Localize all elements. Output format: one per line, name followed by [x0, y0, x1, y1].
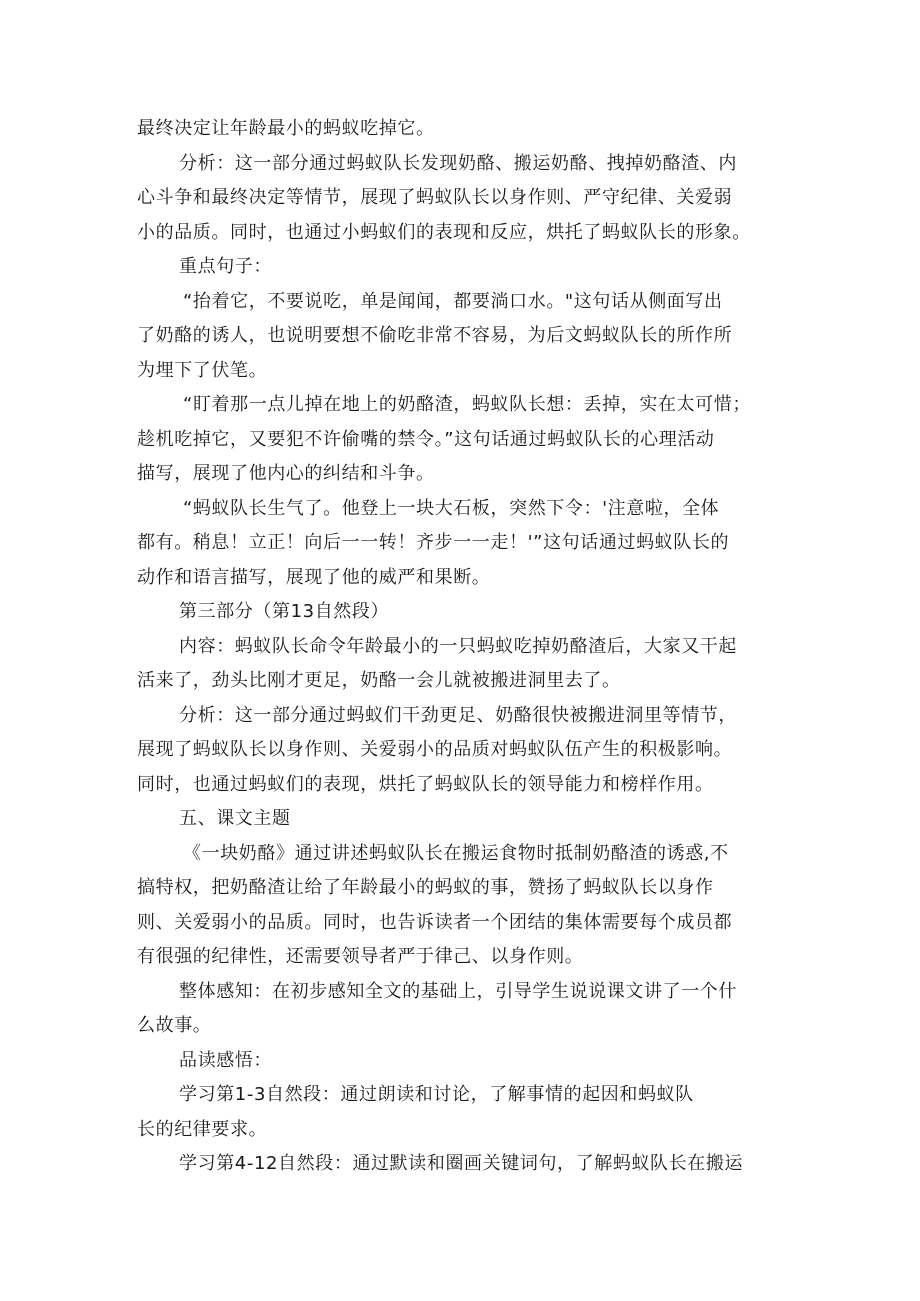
text-line: 趁机吃掉它，又要犯不许偷嘴的禁令。”这句话通过蚂蚁队长的心理活动: [137, 428, 715, 450]
text-line: 有很强的纪律性，还需要领导者严于律己、以身作则。: [137, 946, 584, 967]
text-line: 为埋下了伏笔。: [137, 359, 268, 381]
section-heading: 品读感悟：: [179, 1049, 272, 1071]
text-line: “抬着它，不要说吃，单是闻闻，都要淌口水。"这句话从侧面写出: [183, 290, 723, 312]
text-line: 活来了，劲头比刚才更足，奶酪一会儿就被搬进洞里去了。: [137, 670, 621, 691]
text-line: 最终决定让年龄最小的蚂蚁吃掉它。: [137, 118, 435, 139]
text-line: 分析：这一部分通过蚂蚁们干劲更足、奶酪很快被搬进洞里等情节，: [179, 704, 737, 726]
text-line: 分析：这一部分通过蚂蚁队长发现奶酪、搬运奶酪、拽掉奶酪渣、内: [179, 152, 737, 174]
text-line: “蚂蚁队长生气了。他登上一块大石板，突然下令：'注意啦，全体: [183, 497, 720, 519]
text-line: 则、关爱弱小的品质。同时，也告诉读者一个团结的集体需要每个成员都: [137, 911, 733, 933]
text-line: 整体感知：在初步感知全文的基础上，引导学生说说课文讲了一个什: [179, 980, 737, 1002]
text-line: 同时，也通过蚂蚁们的表现，烘托了蚂蚁队长的领导能力和榜样作用。: [137, 773, 714, 795]
text-line: 心斗争和最终决定等情节，展现了蚂蚁队长以身作则、严守纪律、关爱弱: [137, 187, 733, 208]
text-line: 么故事。: [137, 1015, 212, 1036]
section-heading: 第三部分（第13自然段）: [179, 601, 390, 622]
text-line: 动作和语言描写，展现了他的威严和果断。: [137, 566, 491, 588]
text-line: 描写，展现了他内心的纠结和斗争。: [137, 463, 435, 484]
text-line: 学习第4-12自然段：通过默读和圈画关键词句，了解蚂蚁队长在搬运: [179, 1153, 744, 1174]
text-line: 展现了蚂蚁队长以身作则、关爱弱小的品质对蚂蚁队伍产生的积极影响。: [137, 739, 733, 760]
text-line: 长的纪律要求。: [137, 1118, 268, 1140]
text-line: “盯着那一点儿掉在地上的奶酪渣，蚂蚁队长想：丢掉，实在太可惜；: [183, 394, 751, 415]
section-heading: 五、课文主题: [179, 808, 291, 829]
text-line: 了奶酪的诱人，也说明要想不偷吃非常不容易，为后文蚂蚁队长的所作所: [137, 325, 733, 346]
text-line: 学习第1-3自然段：通过朗读和讨论，了解事情的起因和蚂蚁队: [179, 1084, 694, 1105]
document-body: [137, 112, 792, 1182]
text-line: 《一块奶酪》通过讲述蚂蚁队长在搬运食物时抵制奶酪渣的诱惑,不: [183, 842, 729, 864]
text-line: 内容：蚂蚁队长命令年龄最小的一只蚂蚁吃掉奶酪渣后，大家又干起: [179, 635, 737, 657]
text-line: 都有。稍息！立正！向后一一转！齐步一一走！'”这句话通过蚂蚁队长的: [137, 532, 730, 553]
section-heading: 重点句子：: [179, 256, 272, 277]
text-line: 小的品质。同时，也通过小蚂蚁们的表现和反应，烘托了蚂蚁队长的形象。: [137, 221, 751, 243]
text-line: 搞特权，把奶酪渣让给了年龄最小的蚂蚁的事，赞扬了蚂蚁队长以身作: [137, 877, 714, 898]
